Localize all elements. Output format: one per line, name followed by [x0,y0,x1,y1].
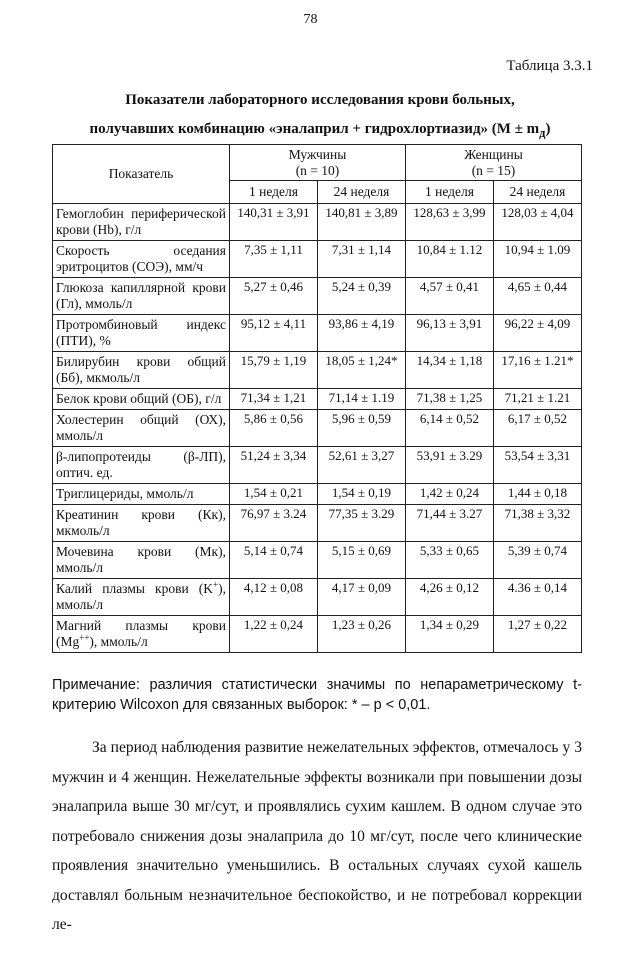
header-men-label: Мужчины [288,146,347,162]
value-men-week1: 7,35 ± 1,11 [230,241,318,278]
table-row [53,352,582,389]
value-women-week24: 6,17 ± 0,52 [494,410,582,447]
table-row [53,315,582,352]
body-paragraph: За период наблюдения развитие нежелательных эффектов, отмечалось у 3 мужчин и 4 женщин. Нежелательные эффекты возникали при повышении дозы эналаприла выше 30 мг/сут, и проявлялись сухим кашлем. В одном случае это потребовало снижения дозы эналаприла до 10 мг/сут, после чего клинические проявления значительно уменьшились. В остальных случаях сухой кашель доставлял больным незначительное беспокойство, и не потребовал коррекции ле- [52,739,582,933]
page-number: 78 [303,12,318,27]
value-men-week1: 140,31 ± 3,91 [230,204,318,241]
indicator-name: Мочевина крови (Мк), ммоль/л [53,542,230,579]
caption-line-2-text: получавших комбинацию «эналаприл + гидрохлортиазид» (M ± m [89,121,540,137]
value-women-week1: 14,34 ± 1,18 [406,352,494,389]
value-men-week24: 4,17 ± 0,09 [318,579,406,616]
value-men-week24: 5,24 ± 0,39 [318,278,406,315]
value-women-week24: 10,94 ± 1.09 [494,241,582,278]
header-men-week1: 1 неделя [230,181,318,204]
indicator-name: Белок крови общий (ОБ), г/л [53,389,230,410]
value-men-week24: 7,31 ± 1,14 [318,241,406,278]
value-women-week1: 6,14 ± 0,52 [406,410,494,447]
caption-subscript: д [539,126,546,140]
header-men [230,145,406,181]
value-women-week24: 1,27 ± 0,22 [494,616,582,653]
value-men-week24: 1,54 ± 0,19 [318,484,406,505]
table-row [53,579,582,616]
table-label: Таблица 3.3.1 [506,58,593,74]
value-women-week1: 5,33 ± 0,65 [406,542,494,579]
table-row [53,542,582,579]
value-men-week1: 4,12 ± 0,08 [230,579,318,616]
indicator-name: Триглицериды, ммоль/л [53,484,230,505]
header-women [406,145,582,181]
indicator-name-unit: ), ммоль/л [56,581,226,612]
table-row [53,505,582,542]
table-row [53,389,582,410]
value-women-week24: 4.36 ± 0,14 [494,579,582,616]
table-row [53,278,582,315]
value-men-week24: 52,61 ± 3,27 [318,447,406,484]
value-women-week1: 1,42 ± 0,24 [406,484,494,505]
indicator-name: Протромбиновый индекс (ПТИ), % [53,315,230,352]
value-women-week24: 53,54 ± 3,31 [494,447,582,484]
indicator-name: Скорость оседания эритроцитов (СОЭ), мм/ч [53,241,230,278]
value-men-week1: 1,22 ± 0,24 [230,616,318,653]
value-women-week24: 17,16 ± 1.21* [494,352,582,389]
indicator-name-text: Магний плазмы крови (Mg [56,618,226,649]
value-men-week24: 93,86 ± 4,19 [318,315,406,352]
header-women-week1: 1 неделя [406,181,494,204]
value-men-week24: 77,35 ± 3.29 [318,505,406,542]
value-men-week1: 95,12 ± 4,11 [230,315,318,352]
table-caption [40,86,600,148]
value-women-week1: 71,44 ± 3.27 [406,505,494,542]
indicator-name: Гемоглобин периферической крови (Hb), г/л [53,204,230,241]
value-men-week24: 5,15 ± 0,69 [318,542,406,579]
indicator-name [53,579,230,616]
header-men-week24: 24 неделя [318,181,406,204]
indicator-name: Креатинин крови (Кк), мкмоль/л [53,505,230,542]
table-row [53,447,582,484]
indicator-name-text: Калий плазмы крови (K [56,581,214,596]
value-women-week24: 4,65 ± 0,44 [494,278,582,315]
table-row [53,410,582,447]
value-men-week1: 71,34 ± 1,21 [230,389,318,410]
value-men-week1: 5,27 ± 0,46 [230,278,318,315]
value-women-week1: 4,26 ± 0,12 [406,579,494,616]
ion-charge: + [213,579,219,590]
value-men-week24: 1,23 ± 0,26 [318,616,406,653]
value-men-week1: 5,14 ± 0,74 [230,542,318,579]
value-women-week1: 71,38 ± 1,25 [406,389,494,410]
caption-line-2-end: ) [545,121,551,137]
table-row [53,241,582,278]
value-men-week24: 140,81 ± 3,89 [318,204,406,241]
table-row [53,484,582,505]
header-women-week24: 24 неделя [494,181,582,204]
value-women-week24: 96,22 ± 4,09 [494,315,582,352]
value-women-week1: 96,13 ± 3,91 [406,315,494,352]
header-women-label: Женщины [464,146,523,162]
table-note: Примечание: различия статистически значимы по непараметрическому t-критерию Wilcoxon для связанных выборок: * – p < 0,01. [52,677,582,713]
value-women-week24: 128,03 ± 4,04 [494,204,582,241]
value-women-week1: 1,34 ± 0,29 [406,616,494,653]
indicator-name: Глюкоза капиллярной крови (Гл), ммоль/л [53,278,230,315]
value-women-week24: 71,38 ± 3,32 [494,505,582,542]
indicator-name: β-липопротеиды (β-ЛП), оптич. ед. [53,447,230,484]
value-women-week24: 71,21 ± 1.21 [494,389,582,410]
value-men-week1: 76,97 ± 3.24 [230,505,318,542]
value-men-week1: 15,79 ± 1,19 [230,352,318,389]
header-indicator: Показатель [53,145,230,204]
value-men-week1: 1,54 ± 0,21 [230,484,318,505]
value-women-week1: 53,91 ± 3.29 [406,447,494,484]
value-men-week24: 5,96 ± 0,59 [318,410,406,447]
header-women-n: (n = 15) [471,162,516,178]
value-men-week1: 5,86 ± 0,56 [230,410,318,447]
header-men-n: (n = 10) [295,162,340,178]
value-women-week24: 5,39 ± 0,74 [494,542,582,579]
value-women-week1: 128,63 ± 3,99 [406,204,494,241]
table-row [53,204,582,241]
value-men-week1: 51,24 ± 3,34 [230,447,318,484]
value-men-week24: 71,14 ± 1.19 [318,389,406,410]
ion-charge: ++ [79,632,90,643]
value-women-week24: 1,44 ± 0,18 [494,484,582,505]
indicator-name [53,616,230,653]
indicator-name-unit: ), ммоль/л [89,634,148,649]
table-row [53,616,582,653]
indicator-name: Билирубин крови общий (Бб), мкмоль/л [53,352,230,389]
value-men-week24: 18,05 ± 1,24* [318,352,406,389]
lab-results-table [52,144,582,653]
value-women-week1: 4,57 ± 0,41 [406,278,494,315]
caption-line-1: Показатели лабораторного исследования крови больных, [125,92,515,108]
value-women-week1: 10,84 ± 1.12 [406,241,494,278]
indicator-name: Холестерин общий (ОХ), ммоль/л [53,410,230,447]
